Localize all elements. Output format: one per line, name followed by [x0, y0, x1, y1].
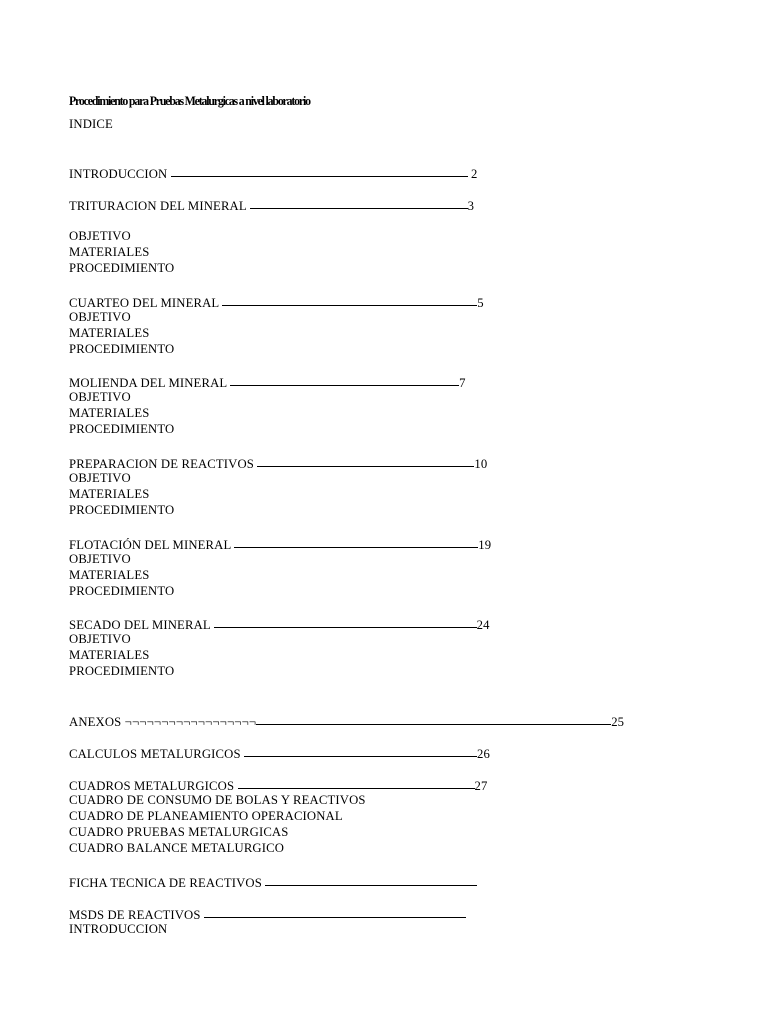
subsection-materiales: MATERIALES: [69, 326, 150, 340]
cuadro-item: CUADRO DE PLANEAMIENTO OPERACIONAL: [69, 809, 343, 823]
toc-leader-line: [214, 615, 477, 629]
toc-entry-label: CUADROS METALURGICOS: [69, 779, 238, 793]
subsection-procedimiento: PROCEDIMIENTO: [69, 664, 175, 678]
toc-entry-cuarteo: [69, 293, 484, 311]
toc-entry-label: MOLIENDA DEL MINERAL: [69, 376, 231, 390]
toc-page-number: 24: [476, 618, 490, 632]
toc-entry-calculos: [69, 744, 490, 762]
toc-leader-line: [238, 776, 475, 790]
toc-page-number: 19: [478, 538, 492, 552]
toc-page-number: 26: [476, 747, 490, 761]
toc-page-number: 27: [474, 779, 488, 793]
toc-entry-label: SECADO DEL MINERAL: [69, 618, 214, 632]
index-heading: INDICE: [69, 117, 113, 131]
cuadro-item: CUADRO BALANCE METALURGICO: [69, 841, 285, 855]
subsection-objetivo: OBJETIVO: [69, 471, 131, 485]
subsection-objetivo: OBJETIVO: [69, 552, 131, 566]
subsection-objetivo: OBJETIVO: [69, 229, 131, 243]
toc-page-number: 25: [611, 715, 625, 729]
subsection-materiales: MATERIALES: [69, 406, 150, 420]
toc-entry-label: MSDS DE REACTIVOS: [69, 908, 204, 922]
toc-entry-label: ANEXOS ¬¬¬¬¬¬¬¬¬¬¬¬¬¬¬¬¬¬: [69, 715, 257, 729]
toc-entry-label: TRITURACION DEL MINERAL: [69, 199, 250, 213]
toc-leader-line: [222, 293, 477, 307]
subsection-objetivo: OBJETIVO: [69, 390, 131, 404]
toc-page-number: 3: [467, 199, 475, 213]
toc-entry-label: FICHA TECNICA DE REACTIVOS: [69, 876, 266, 890]
subsection-procedimiento: PROCEDIMIENTO: [69, 342, 175, 356]
toc-entry-label: CALCULOS METALURGICOS: [69, 747, 244, 761]
toc-page-number: 2: [467, 167, 478, 181]
subsection-procedimiento: PROCEDIMIENTO: [69, 503, 175, 517]
cuadro-item: CUADRO PRUEBAS METALURGICAS: [69, 825, 289, 839]
subsection-materiales: MATERIALES: [69, 648, 150, 662]
toc-page-number: 5: [477, 296, 484, 310]
toc-entry-anexos: [69, 712, 624, 730]
toc-entry-trituracion: [69, 196, 474, 214]
toc-leader-line: [171, 164, 468, 178]
toc-entry-preparacion-reactivos: [69, 454, 487, 472]
toc-entry-label: FLOTACIÓN DEL MINERAL: [69, 538, 235, 552]
toc-entry-secado: [69, 615, 490, 633]
toc-entry-flotacion: [69, 535, 491, 553]
subsection-procedimiento: PROCEDIMIENTO: [69, 261, 175, 275]
toc-entry-ficha-tecnica: [69, 873, 477, 891]
subsection-procedimiento: PROCEDIMIENTO: [69, 584, 175, 598]
document-title: Procedimiento para Pruebas Metalurgicas a nivel laboratorio: [69, 94, 310, 108]
trailing-heading: INTRODUCCION: [69, 922, 168, 936]
subsection-materiales: MATERIALES: [69, 487, 150, 501]
toc-entry-label: PREPARACION DE REACTIVOS: [69, 457, 258, 471]
toc-leader-line: [265, 873, 477, 887]
cuadro-item: CUADRO DE CONSUMO DE BOLAS Y REACTIVOS: [69, 793, 366, 807]
toc-entry-introduccion: [69, 164, 478, 182]
subsection-objetivo: OBJETIVO: [69, 310, 131, 324]
toc-page-number: 10: [474, 457, 488, 471]
toc-leader-line: [234, 535, 478, 549]
toc-leader-line: [257, 454, 474, 468]
toc-leader-line: [256, 712, 611, 726]
toc-entry-label: INTRODUCCION: [69, 167, 171, 181]
toc-entry-label: CUARTEO DEL MINERAL: [69, 296, 223, 310]
toc-page-number: 7: [459, 376, 466, 390]
toc-leader-line: [204, 905, 466, 919]
toc-leader-line: [244, 744, 477, 758]
toc-leader-line: [250, 196, 468, 210]
subsection-materiales: MATERIALES: [69, 568, 150, 582]
toc-leader-line: [230, 373, 459, 387]
subsection-objetivo: OBJETIVO: [69, 632, 131, 646]
subsection-materiales: MATERIALES: [69, 245, 150, 259]
subsection-procedimiento: PROCEDIMIENTO: [69, 422, 175, 436]
